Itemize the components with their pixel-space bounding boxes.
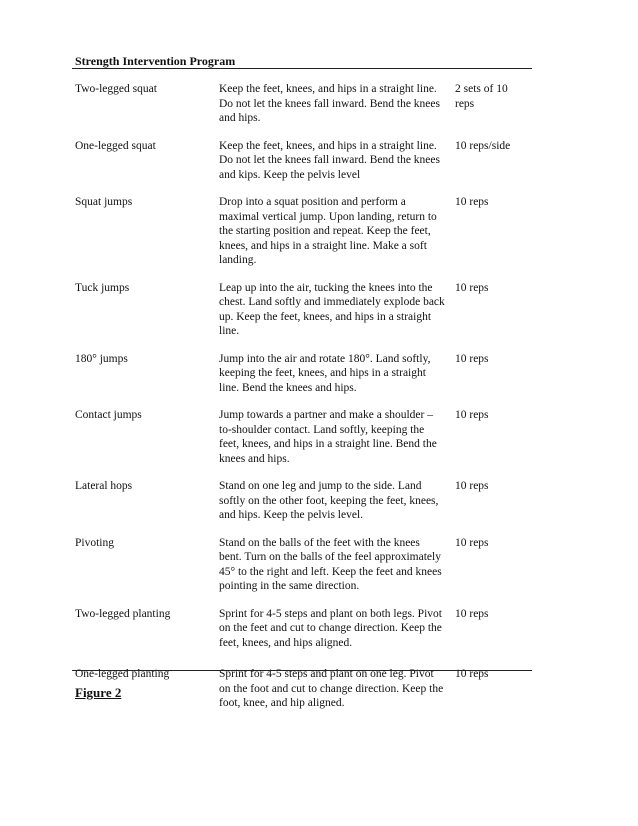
table-row	[75, 408, 532, 466]
exercise-reps: 10 reps/side	[455, 139, 511, 152]
exercise-instructions: Sprint for 4-5 steps and plant on both legs. Pivot on the feet and cut to change direction. Keep the feet, knees, and hips aligned.	[219, 607, 442, 649]
table-row	[75, 139, 532, 183]
exercise-name: Contact jumps	[75, 409, 142, 421]
document-title: Strength Intervention Program	[75, 54, 236, 68]
exercise-name: Tuck jumps	[75, 281, 130, 294]
exercise-name: One-legged squat	[75, 139, 156, 152]
exercise-name: 180° jumps	[75, 352, 128, 365]
exercise-instructions: Leap up into the air, tucking the knees into the chest. Land softly and immediately explode back up. Keep the feet, knees, and hips in a straight line.	[219, 281, 445, 337]
exercise-reps: 10 reps	[455, 668, 489, 680]
exercise-name: Two-legged squat	[75, 83, 157, 95]
exercise-instructions: Drop into a squat position and perform a maximal vertical jump. Upon landing, return to the starting position and repeat. Keep the feet, knees, and hips in a straight line. Make a soft landing.	[219, 196, 437, 266]
exercise-reps: 2 sets of 10 reps	[455, 83, 508, 110]
table-row	[75, 352, 532, 396]
table-row	[75, 281, 532, 339]
exercise-name: Pivoting	[75, 536, 114, 549]
exercise-name: One-legged planting	[75, 668, 170, 680]
exercise-name: Squat jumps	[75, 196, 133, 208]
exercise-instructions: Keep the feet, knees, and hips in a straight line. Do not let the knees fall inward. Bend the knees and kips. Keep the pelvis level	[219, 139, 440, 181]
exercise-instructions: Stand on the balls of the feet with the knees bent. Turn on the balls of the feel approximately 45° to the right and left. Keep the feet and knees pointing in the same direction.	[219, 536, 442, 592]
exercise-name: Lateral hops	[75, 480, 133, 492]
exercise-name: Two-legged planting	[75, 607, 171, 620]
exercise-reps: 10 reps	[455, 480, 489, 492]
figure-label: Figure 2	[75, 685, 122, 700]
exercise-instructions: Stand on one leg and jump to the side. Land softly on the other foot, keeping the feet, knees, and hips. Keep the pelvis level.	[219, 480, 439, 521]
table-row	[75, 82, 532, 126]
exercise-reps: 10 reps	[455, 196, 489, 208]
table-row	[75, 479, 532, 523]
table-row	[75, 607, 532, 651]
exercise-reps: 10 reps	[455, 607, 489, 620]
exercise-instructions: Sprint for 4-5 steps and plant on one leg. Pivot on the foot and cut to change direction. Keep the foot, knee, and hip aligned.	[219, 668, 444, 709]
table-row	[75, 667, 532, 711]
exercise-reps: 10 reps	[455, 281, 489, 294]
exercise-instructions: Keep the feet, knees, and hips in a straight line. Do not let the knees fall inward. Bend the knees and hips.	[219, 83, 440, 124]
exercise-instructions: Jump towards a partner and make a shoulder – to-shoulder contact. Land softly, keeping the feet, knees, and hips in a straight line. Bend the knees and hips.	[219, 409, 437, 465]
table-row	[75, 536, 532, 594]
exercise-reps: 10 reps	[455, 409, 489, 421]
bottom-rule	[72, 670, 532, 671]
table-row	[75, 195, 532, 268]
exercise-table	[75, 82, 532, 711]
exercise-reps: 10 reps	[455, 536, 489, 549]
top-rule	[72, 68, 532, 69]
exercise-instructions: Jump into the air and rotate 180°. Land softly, keeping the feet, knees, and hips in a straight line. Bend the knees and hips.	[219, 352, 431, 394]
exercise-reps: 10 reps	[455, 352, 489, 365]
